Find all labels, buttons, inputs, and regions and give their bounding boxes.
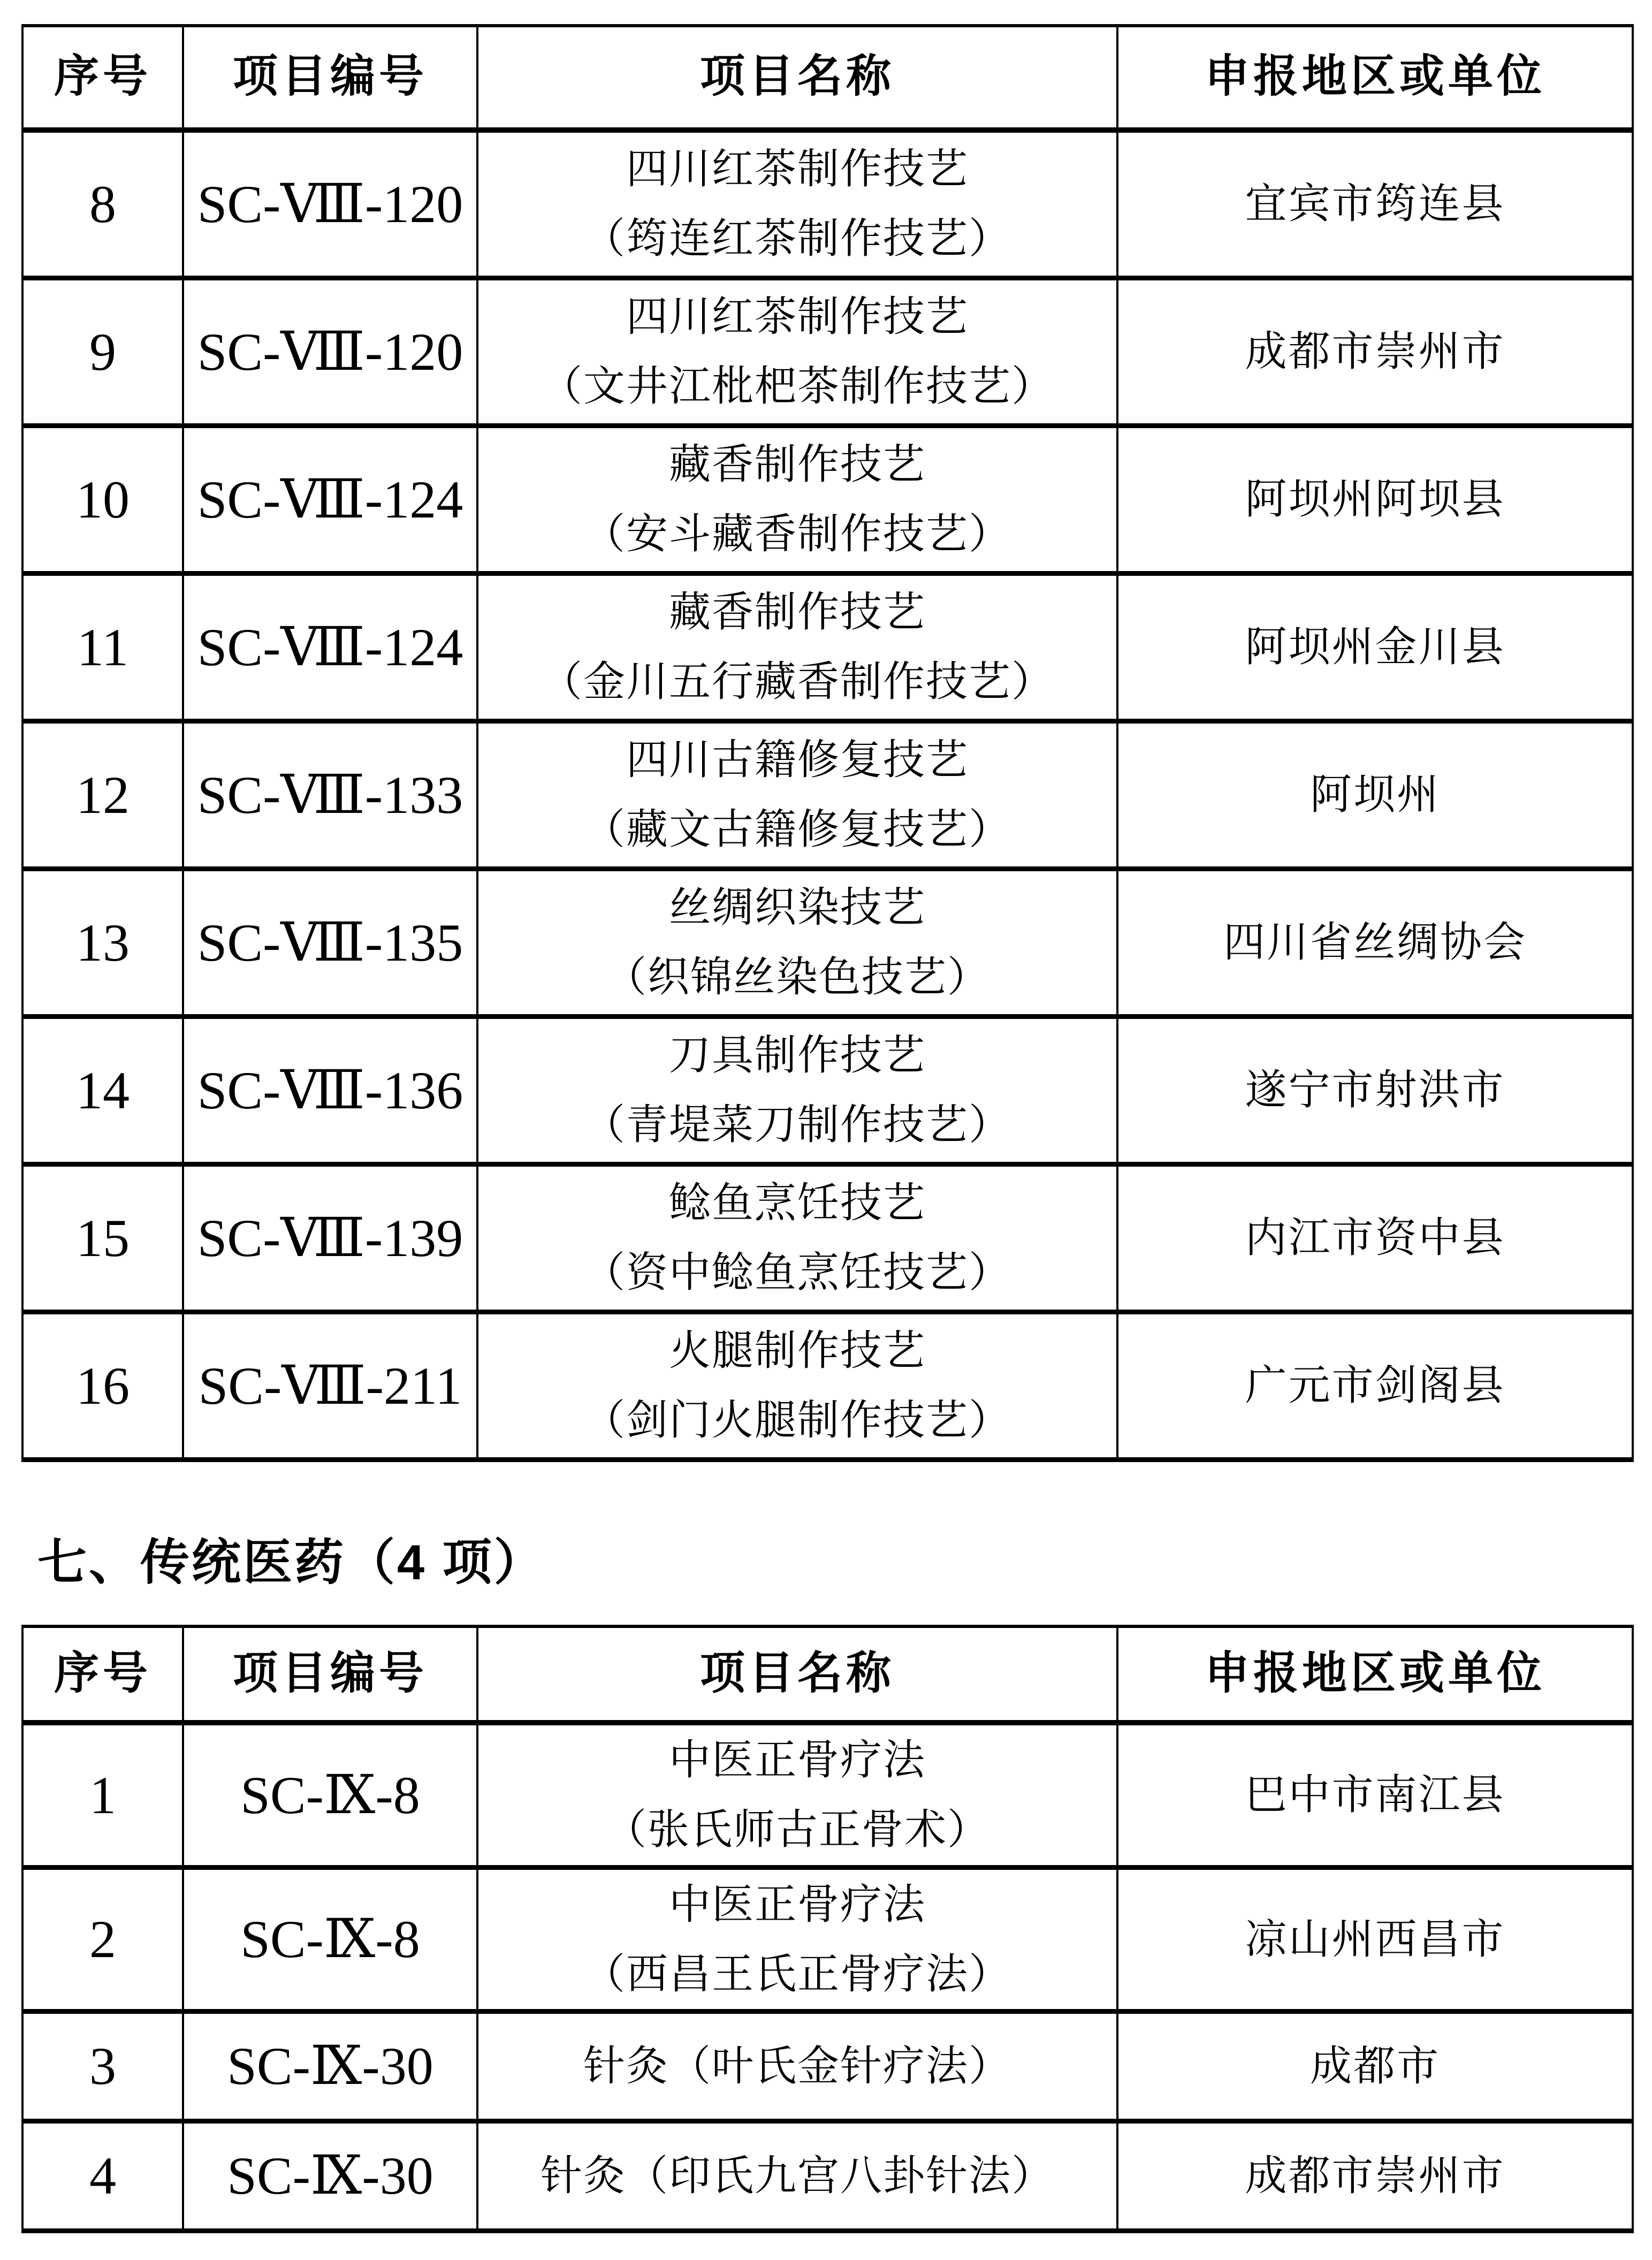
header-declaring-unit: 申报地区或单位 [1117, 26, 1633, 130]
project-code-cell: SC-Ⅷ-120 [183, 278, 477, 425]
table-row [22, 1312, 1633, 1459]
table-row [22, 721, 1633, 869]
header-project-code: 项目编号 [183, 26, 477, 130]
project-name-cell [477, 2121, 1117, 2231]
project-name-cell [477, 1164, 1117, 1312]
project-name-line2: （张氏师古正骨术） [604, 1806, 990, 1853]
declaring-unit-cell: 成都市 [1117, 2011, 1633, 2121]
declaring-unit-cell: 遂宁市射洪市 [1117, 1016, 1633, 1164]
project-code-cell: SC-Ⅷ-124 [183, 573, 477, 721]
table-row [22, 1867, 1633, 2011]
project-name-line1: 中医正骨疗法 [668, 1881, 926, 1928]
project-name-line2: （安斗藏香制作技艺） [583, 511, 1011, 557]
declaring-unit-cell: 阿坝州 [1117, 721, 1633, 869]
project-name-cell [477, 2011, 1117, 2121]
section-heading: 七、传统医药（4 项） [37, 1535, 545, 1590]
project-name-line2: （西昌王氏正骨疗法） [583, 1950, 1011, 1997]
project-name-cell [477, 130, 1117, 278]
project-name-cell [477, 1867, 1117, 2011]
project-name-line2: （资中鲶鱼烹饪技艺） [583, 1249, 1011, 1296]
row-number-cell: 11 [22, 573, 183, 721]
project-name-line1: 藏香制作技艺 [668, 441, 926, 488]
table-row [22, 130, 1633, 278]
project-name-cell [477, 1016, 1117, 1164]
project-code-cell: SC-Ⅷ-133 [183, 721, 477, 869]
declaring-unit-cell: 四川省丝绸协会 [1117, 869, 1633, 1016]
header-project-name: 项目名称 [477, 1626, 1117, 1723]
table-header-row [22, 26, 1633, 130]
table-row [22, 573, 1633, 721]
project-name-cell [477, 1312, 1117, 1459]
row-number-cell: 12 [22, 721, 183, 869]
row-number-cell: 14 [22, 1016, 183, 1164]
header-project-name: 项目名称 [477, 26, 1117, 130]
project-name-cell [477, 1723, 1117, 1867]
project-name-line2: （剑门火腿制作技艺） [583, 1397, 1011, 1443]
table-row [22, 1164, 1633, 1312]
table-row [22, 425, 1633, 573]
row-number-cell: 15 [22, 1164, 183, 1312]
row-number-cell: 2 [22, 1867, 183, 2011]
declaring-unit-cell: 凉山州西昌市 [1117, 1867, 1633, 2011]
row-number-cell: 16 [22, 1312, 183, 1459]
project-code-cell: SC-Ⅸ-30 [183, 2011, 477, 2121]
declaring-unit-cell: 巴中市南江县 [1117, 1723, 1633, 1867]
project-name-line1: 针灸（叶氏金针疗法） [583, 2042, 1011, 2089]
declaring-unit-cell: 内江市资中县 [1117, 1164, 1633, 1312]
project-name-line1: 丝绸织染技艺 [668, 884, 926, 931]
project-name-line1: 藏香制作技艺 [668, 589, 926, 635]
project-name-cell [477, 869, 1117, 1016]
project-name-line2: （藏文古籍修复技艺） [583, 806, 1011, 853]
project-name-line1: 四川古籍修复技艺 [626, 736, 969, 783]
project-name-line2: （文井江枇杷茶制作技艺） [540, 363, 1054, 409]
project-name-line1: 火腿制作技艺 [668, 1327, 926, 1374]
header-project-code: 项目编号 [183, 1626, 477, 1723]
row-number-cell: 9 [22, 278, 183, 425]
table-row [22, 278, 1633, 425]
heritage-projects-table-medicine [21, 1625, 1634, 2233]
project-name-cell [477, 721, 1117, 869]
project-code-cell: SC-Ⅷ-136 [183, 1016, 477, 1164]
project-name-line2: （青堤菜刀制作技艺） [583, 1101, 1011, 1148]
table-row [22, 2121, 1633, 2231]
declaring-unit-cell: 阿坝州阿坝县 [1117, 425, 1633, 573]
header-serial-number: 序号 [22, 1626, 183, 1723]
project-code-cell: SC-Ⅷ-211 [183, 1312, 477, 1459]
table-row [22, 2011, 1633, 2121]
row-number-cell: 4 [22, 2121, 183, 2231]
declaring-unit-cell: 成都市崇州市 [1117, 2121, 1633, 2231]
project-name-line2: （织锦丝染色技艺） [604, 954, 990, 1000]
project-name-line1: 针灸（印氏九宫八卦针法） [540, 2152, 1054, 2199]
row-number-cell: 13 [22, 869, 183, 1016]
project-name-line2: （筠连红茶制作技艺） [583, 215, 1011, 262]
project-name-line1: 中医正骨疗法 [668, 1737, 926, 1784]
table-row [22, 1723, 1633, 1867]
row-number-cell: 8 [22, 130, 183, 278]
project-name-cell [477, 278, 1117, 425]
row-number-cell: 10 [22, 425, 183, 573]
table-row [22, 1016, 1633, 1164]
project-code-cell: SC-Ⅸ-8 [183, 1723, 477, 1867]
row-number-cell: 1 [22, 1723, 183, 1867]
header-serial-number: 序号 [22, 26, 183, 130]
project-name-line1: 刀具制作技艺 [668, 1032, 926, 1078]
project-name-line1: 四川红茶制作技艺 [626, 293, 969, 340]
project-code-cell: SC-Ⅸ-30 [183, 2121, 477, 2231]
project-code-cell: SC-Ⅷ-120 [183, 130, 477, 278]
project-code-cell: SC-Ⅷ-135 [183, 869, 477, 1016]
table-row [22, 869, 1633, 1016]
declaring-unit-cell: 广元市剑阁县 [1117, 1312, 1633, 1459]
row-number-cell: 3 [22, 2011, 183, 2121]
project-code-cell: SC-Ⅷ-139 [183, 1164, 477, 1312]
declaring-unit-cell: 阿坝州金川县 [1117, 573, 1633, 721]
project-code-cell: SC-Ⅸ-8 [183, 1867, 477, 2011]
project-name-cell [477, 425, 1117, 573]
heritage-projects-table-crafts [21, 24, 1634, 1462]
header-declaring-unit: 申报地区或单位 [1117, 1626, 1633, 1723]
declaring-unit-cell: 成都市崇州市 [1117, 278, 1633, 425]
project-name-line2: （金川五行藏香制作技艺） [540, 658, 1054, 705]
project-code-cell: SC-Ⅷ-124 [183, 425, 477, 573]
project-name-line1: 四川红茶制作技艺 [626, 146, 969, 193]
project-name-cell [477, 573, 1117, 721]
table-header-row [22, 1626, 1633, 1723]
declaring-unit-cell: 宜宾市筠连县 [1117, 130, 1633, 278]
project-name-line1: 鲶鱼烹饪技艺 [668, 1180, 926, 1226]
